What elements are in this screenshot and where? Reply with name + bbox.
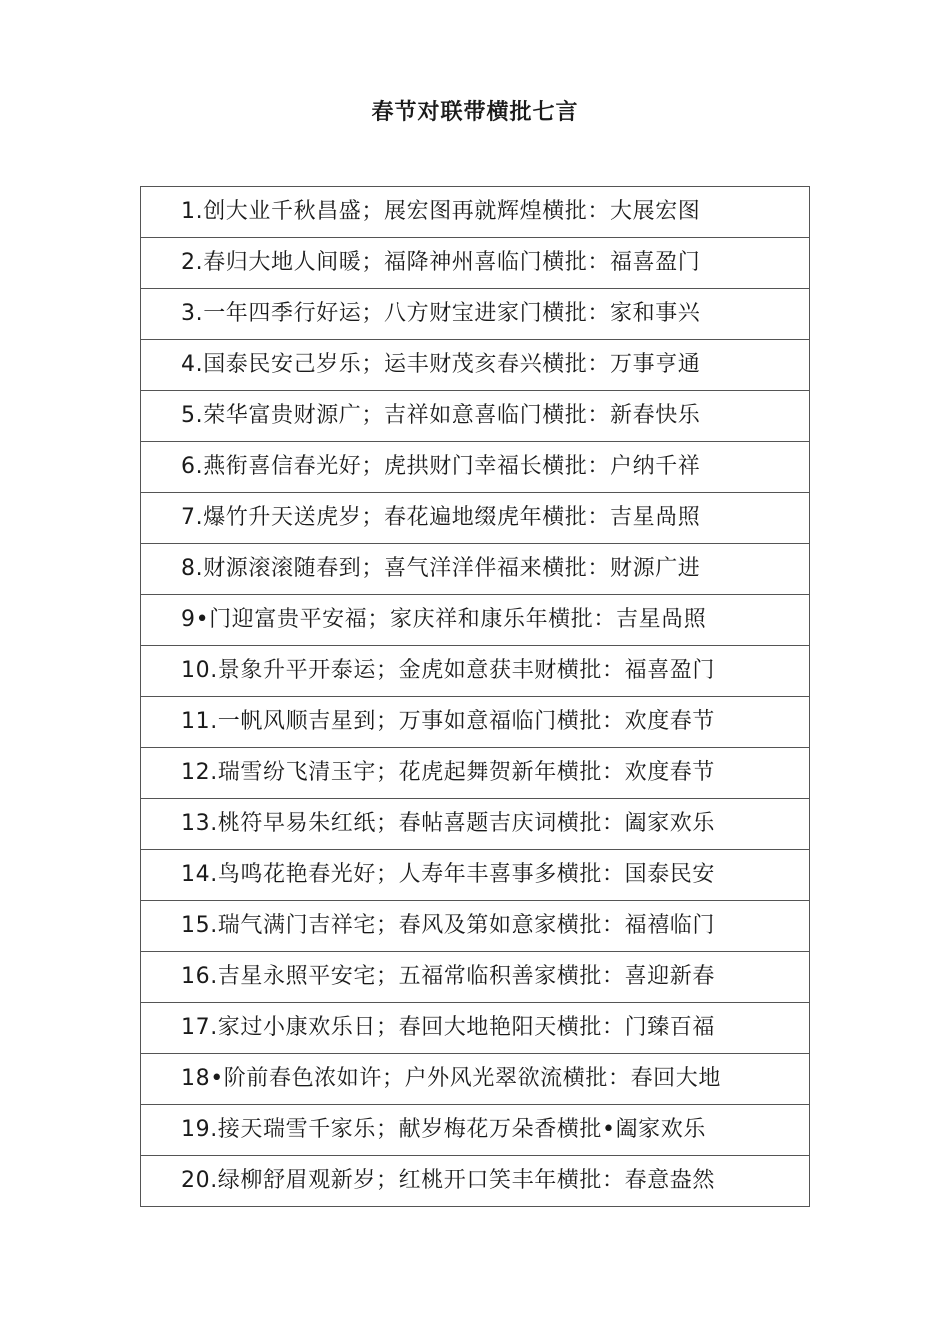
couplet-cell: 3.一年四季行好运；八方财宝进家门横批：家和事兴	[141, 289, 810, 340]
table-row	[141, 187, 810, 238]
table-row	[141, 1003, 810, 1054]
couplet-cell: 7.爆竹升天送虎岁；春花遍地缀虎年横批：吉星咼照	[141, 493, 810, 544]
couplet-cell: 19.接天瑞雪千家乐；献岁梅花万朵香横批•阖家欢乐	[141, 1105, 810, 1156]
couplet-cell: 11.一帆风顺吉星到；万事如意福临门横批：欢度春节	[141, 697, 810, 748]
couplet-cell: 5.荣华富贵财源广；吉祥如意喜临门横批：新春快乐	[141, 391, 810, 442]
table-row	[141, 289, 810, 340]
table-row	[141, 442, 810, 493]
couplet-cell: 9•门迎富贵平安福；家庆祥和康乐年横批：吉星咼照	[141, 595, 810, 646]
couplet-cell: 1.创大业千秋昌盛；展宏图再就辉煌横批：大展宏图	[141, 187, 810, 238]
couplet-cell: 8.财源滚滚随春到；喜气洋洋伴福来横批：财源广进	[141, 544, 810, 595]
table-row	[141, 595, 810, 646]
table-row	[141, 952, 810, 1003]
table-row	[141, 748, 810, 799]
table-row	[141, 1105, 810, 1156]
table-row	[141, 493, 810, 544]
couplet-cell: 17.家过小康欢乐日；春回大地艳阳天横批：门臻百福	[141, 1003, 810, 1054]
table-row	[141, 697, 810, 748]
table-row	[141, 1156, 810, 1207]
table-row	[141, 340, 810, 391]
couplet-cell: 10.景象升平开泰运；金虎如意获丰财横批：福喜盈门	[141, 646, 810, 697]
couplet-cell: 2.春归大地人间暖；福降神州喜临门横批：福喜盈门	[141, 238, 810, 289]
couplet-cell: 18•阶前春色浓如许；户外风光翠欲流横批：春回大地	[141, 1054, 810, 1105]
couplet-cell: 6.燕衔喜信春光好；虎拱财门幸福长横批：户纳千祥	[141, 442, 810, 493]
couplet-cell: 15.瑞气满门吉祥宅；春风及第如意家横批：福禧临门	[141, 901, 810, 952]
table-row	[141, 799, 810, 850]
page-title: 春节对联带横批七言	[371, 100, 579, 125]
couplet-table	[140, 186, 810, 1207]
table-row	[141, 391, 810, 442]
table-row	[141, 901, 810, 952]
couplet-cell: 4.国泰民安己岁乐；运丰财茂亥春兴横批：万事亨通	[141, 340, 810, 391]
couplet-cell: 14.鸟鸣花艳春光好；人寿年丰喜事多横批：国泰民安	[141, 850, 810, 901]
table-row	[141, 646, 810, 697]
couplet-cell: 16.吉星永照平安宅；五福常临积善家横批：喜迎新春	[141, 952, 810, 1003]
table-row	[141, 850, 810, 901]
table-row	[141, 238, 810, 289]
table-row	[141, 544, 810, 595]
couplet-cell: 13.桃符早易朱红纸；春帖喜题吉庆词横批：阖家欢乐	[141, 799, 810, 850]
couplet-cell: 12.瑞雪纷飞清玉宇；花虎起舞贺新年横批：欢度春节	[141, 748, 810, 799]
couplet-cell: 20.绿柳舒眉观新岁；红桃开口笑丰年横批：春意盎然	[141, 1156, 810, 1207]
table-row	[141, 1054, 810, 1105]
